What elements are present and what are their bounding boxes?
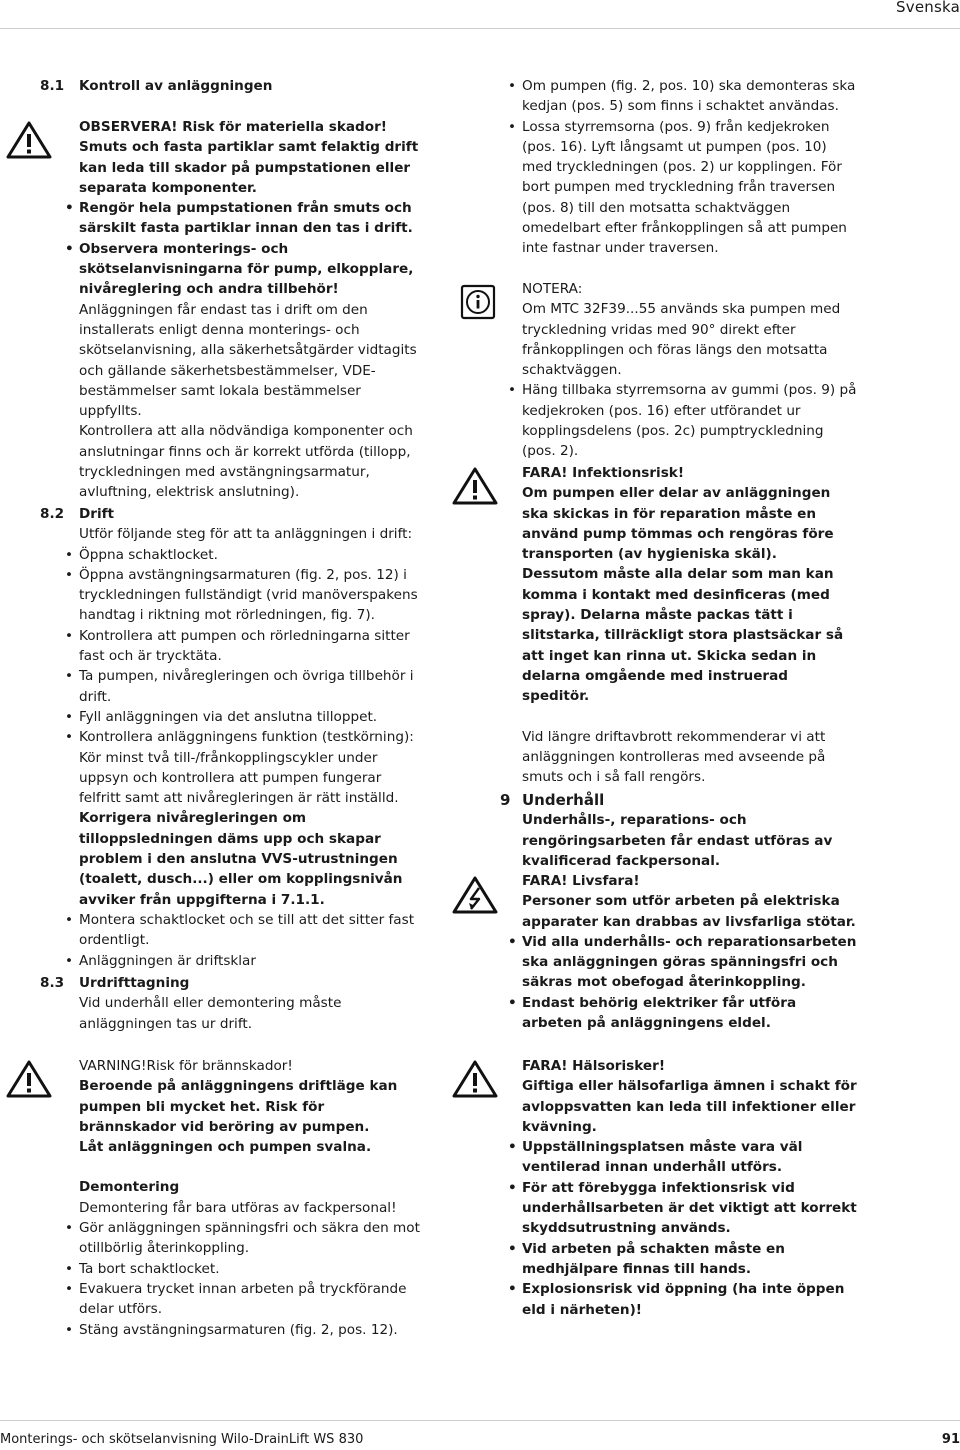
warning-heading: VARNING!Risk för brännskador!: [79, 1058, 293, 1074]
paragraph-installation: Anläggningen får endast tas i drift om den installerats enligt denna monterings- och skötselanvisning, alla säkerhetsåtgärder vidtagits och gällande säkerhetsbestämmelser, VDE-bestämmelser samt lokala bestämmelser uppfyllts.: [79, 301, 417, 420]
pump-removal-steps: [522, 76, 857, 259]
caution-heading: OBSERVERA! Risk för materiella skador!: [79, 119, 388, 135]
demontering-steps: [79, 1218, 424, 1340]
paragraph-check-components: Kontrollera att alla nödvändiga komponenter och anslutningar finns och är korrekt utförda (tillopp, tryckledningen med avstängningsarmatur, avluftning, elektrisk anslutning).: [79, 423, 413, 501]
demontering-intro: Demontering får bara utföras av fackpersonal!: [79, 1199, 397, 1216]
health-risk-block: [522, 1056, 857, 1320]
section-8-3-text: Vid underhåll eller demontering måste anläggningen tas ur drift.: [79, 995, 342, 1032]
list-item: • För att förebygga infektionsrisk vid underhållsarbeten är det viktigt att korrekt skyddsutrustning används.: [522, 1178, 857, 1239]
warning-text: Beroende på anläggningens driftläge kan pumpen bli mycket het. Risk för brännskador vid beröring av pumpen.: [79, 1078, 398, 1135]
life-danger-bullets: [522, 932, 857, 1033]
right-column-top: [522, 76, 857, 259]
health-risk-text: Giftiga eller hälsofarliga ämnen i schakt för avloppsvatten kan leda till infektioner eller kvävning.: [522, 1078, 857, 1135]
caution-text: Smuts och fasta partiklar samt felaktig drift kan leda till skador på pumpstationen eller separata komponenter.: [79, 139, 419, 196]
section-8-3-number: 8.3: [40, 975, 65, 991]
note-block: [522, 279, 857, 462]
list-item: • Fyll anläggningen via det anslutna tilloppet.: [79, 707, 424, 727]
demontering-title: Demontering: [79, 1179, 180, 1196]
list-item: • Endast behörig elektriker får utföra arbeten på anläggningens eldel.: [522, 993, 857, 1034]
warning-triangle-icon: [452, 466, 498, 506]
list-item: • Vid alla underhålls- och reparationsarbeten ska anläggningen göras spänningsfri och säkras mot obefogad återinkoppling.: [522, 932, 857, 993]
section-9-title: Underhåll: [522, 791, 605, 809]
warning-triangle-icon: [452, 1059, 498, 1099]
life-danger-text: Personer som utför arbeten på elektriska apparater kan drabbas av livsfarliga stötar.: [522, 893, 856, 930]
section-8-2-title: Drift: [79, 506, 115, 522]
infection-heading: FARA! Infektionsrisk!: [522, 465, 685, 481]
section-8-3-title: Urdrifttagning: [79, 975, 190, 991]
note-heading: NOTERA:: [522, 281, 583, 297]
header-divider: [0, 28, 960, 29]
health-risk-heading: FARA! Hälsorisker!: [522, 1058, 666, 1074]
list-item: • Ta pumpen, nivåregleringen och övriga tillbehör i drift.: [79, 666, 424, 707]
list-item: • Om pumpen (fig. 2, pos. 10) ska demonteras ska kedjan (pos. 5) som finns i schaktet användas.: [522, 76, 857, 117]
section-9-number: 9: [500, 791, 511, 809]
list-item: • Vid arbeten på schakten måste en medhjälpare finnas till hands.: [522, 1239, 857, 1280]
list-item: • Evakuera trycket innan arbeten på tryckförande delar utförs.: [79, 1279, 424, 1320]
list-item: • Lossa styrremsorna (pos. 9) från kedjekroken (pos. 16). Lyft långsamt ut pumpen (pos. 10) med tryckledningen (pos. 2) ur kopplingen. För bort pumpen med tryckledning från traversen (pos. 8) till den motsatta schaktväggen omedelbart efter frånkopplingen så att pumpen inte fastnar under traversen.: [522, 117, 857, 259]
list-item: • Uppställningsplatsen måste vara väl ventilerad innan underhåll utförs.: [522, 1137, 857, 1178]
list-item: • Kontrollera anläggningens funktion (testkörning): Kör minst två till-/frånkopplingscykler under uppsyn och kontrollera att pumpen fungerar felfritt samt att nivåregleringen är rätt inställd.: [79, 727, 424, 808]
life-danger-block: [522, 871, 857, 1033]
list-item: • Gör anläggningen spänningsfri och säkra den mot otillbörlig återinkoppling.: [79, 1218, 424, 1259]
list-item: • Kontrollera att pumpen och rörledningarna sitter fast och är trycktäta.: [79, 626, 424, 667]
warning-text-cooldown: Låt anläggningen och pumpen svalna.: [79, 1139, 372, 1156]
section-8-1-title: Kontroll av anläggningen: [79, 78, 273, 94]
footer-divider: [0, 1420, 960, 1421]
life-danger-heading: FARA! Livsfara!: [522, 873, 640, 889]
info-icon: [460, 284, 496, 320]
section-8-2-body: [79, 504, 424, 971]
note-bullets: [522, 380, 857, 461]
infection-text: Om pumpen eller delar av anläggningen ska skickas in för reparation måste en använd pump tömmas och rengöras före transporten (av hygieniska skäl). Dessutom måste alla delar som man kan komma i kontakt med desinficeras (med spray). Delarna måste packas tätt i slitstarka, tillräckligt stora plastsäckar så att inget kan rinna ut. Skicka sedan in delarna omgående med instruerad speditör.: [522, 485, 844, 705]
section-8-3-body: [79, 973, 409, 1034]
section-9-body: [522, 790, 857, 871]
footer-title: Monterings- och skötselanvisning Wilo-DrainLift WS 830: [0, 1432, 364, 1447]
health-risk-bullets: [522, 1137, 857, 1320]
list-item: • Explosionsrisk vid öppning (ha inte öppen eld i närheten)!: [522, 1279, 857, 1320]
section-8-1-number: 8.1: [40, 78, 65, 94]
left-column-body-3: [79, 1056, 424, 1340]
header-language: Svenska: [896, 0, 960, 16]
infection-block: [522, 463, 857, 787]
list-item: • Anläggningen är driftsklar: [79, 951, 424, 971]
level-adjust-note: Korrigera nivåregleringen om tilloppsledningen däms upp och skapar problem i den anslutna VVS-utrustningen (toalett, dusch...) eller om kopplingsnivån avviker från uppgifterna i 7.1.1.: [79, 810, 403, 908]
spacer: [522, 707, 857, 727]
list-item: • Montera schaktlocket och se till att det sitter fast ordentligt.: [79, 910, 424, 951]
list-item: • Rengör hela pumpstationen från smuts och särskilt fasta partiklar innan den tas i drift.: [79, 198, 424, 239]
note-text: Om MTC 32F39...55 används ska pumpen med tryckledning vridas med 90° direkt efter frånkopplingen och föras längs den motsatta schaktväggen.: [522, 301, 841, 379]
section-8-2-intro: Utför följande steg för att ta anläggningen i drift:: [79, 526, 413, 543]
list-item: • Stäng avstängningsarmaturen (fig. 2, pos. 12).: [79, 1320, 424, 1340]
warning-triangle-icon: [6, 1059, 52, 1099]
caution-bullets: [79, 198, 424, 299]
footer-page-number: 91: [941, 1432, 960, 1447]
section-8-2-steps-final: [79, 910, 424, 971]
warning-triangle-icon: [6, 120, 52, 160]
spacer: [79, 1157, 424, 1177]
left-column-body-1: [79, 117, 424, 503]
list-item: • Ta bort schaktlocket.: [79, 1259, 424, 1279]
list-item: • Öppna schaktlocket.: [79, 545, 424, 565]
section-9-text: Underhålls-, reparations- och rengöringsarbeten får endast utföras av kvalificerad fackpersonal.: [522, 812, 833, 869]
section-8-2-number: 8.2: [40, 506, 65, 522]
section-8-2-steps: [79, 545, 424, 809]
list-item: • Häng tillbaka styrremsorna av gummi (pos. 9) på kedjekroken (pos. 16) efter utförandet ur kopplingsdelens (pos. 2c) pumptryckledning (pos. 2).: [522, 380, 857, 461]
list-item: • Öppna avstängningsarmaturen (fig. 2, pos. 12) i tryckledningen fullständigt (vrid manöverspakens handtag i riktning mot rörledningen, fig. 7).: [79, 565, 424, 626]
paragraph-long-downtime: Vid längre driftavbrott rekommenderar vi att anläggningen kontrolleras med avseende på smuts och i så fall rengörs.: [522, 728, 826, 786]
electric-hazard-icon: [452, 875, 498, 915]
list-item: • Observera monterings- och skötselanvisningarna för pump, elkopplare, nivåreglering och andra tillbehör!: [79, 239, 424, 300]
